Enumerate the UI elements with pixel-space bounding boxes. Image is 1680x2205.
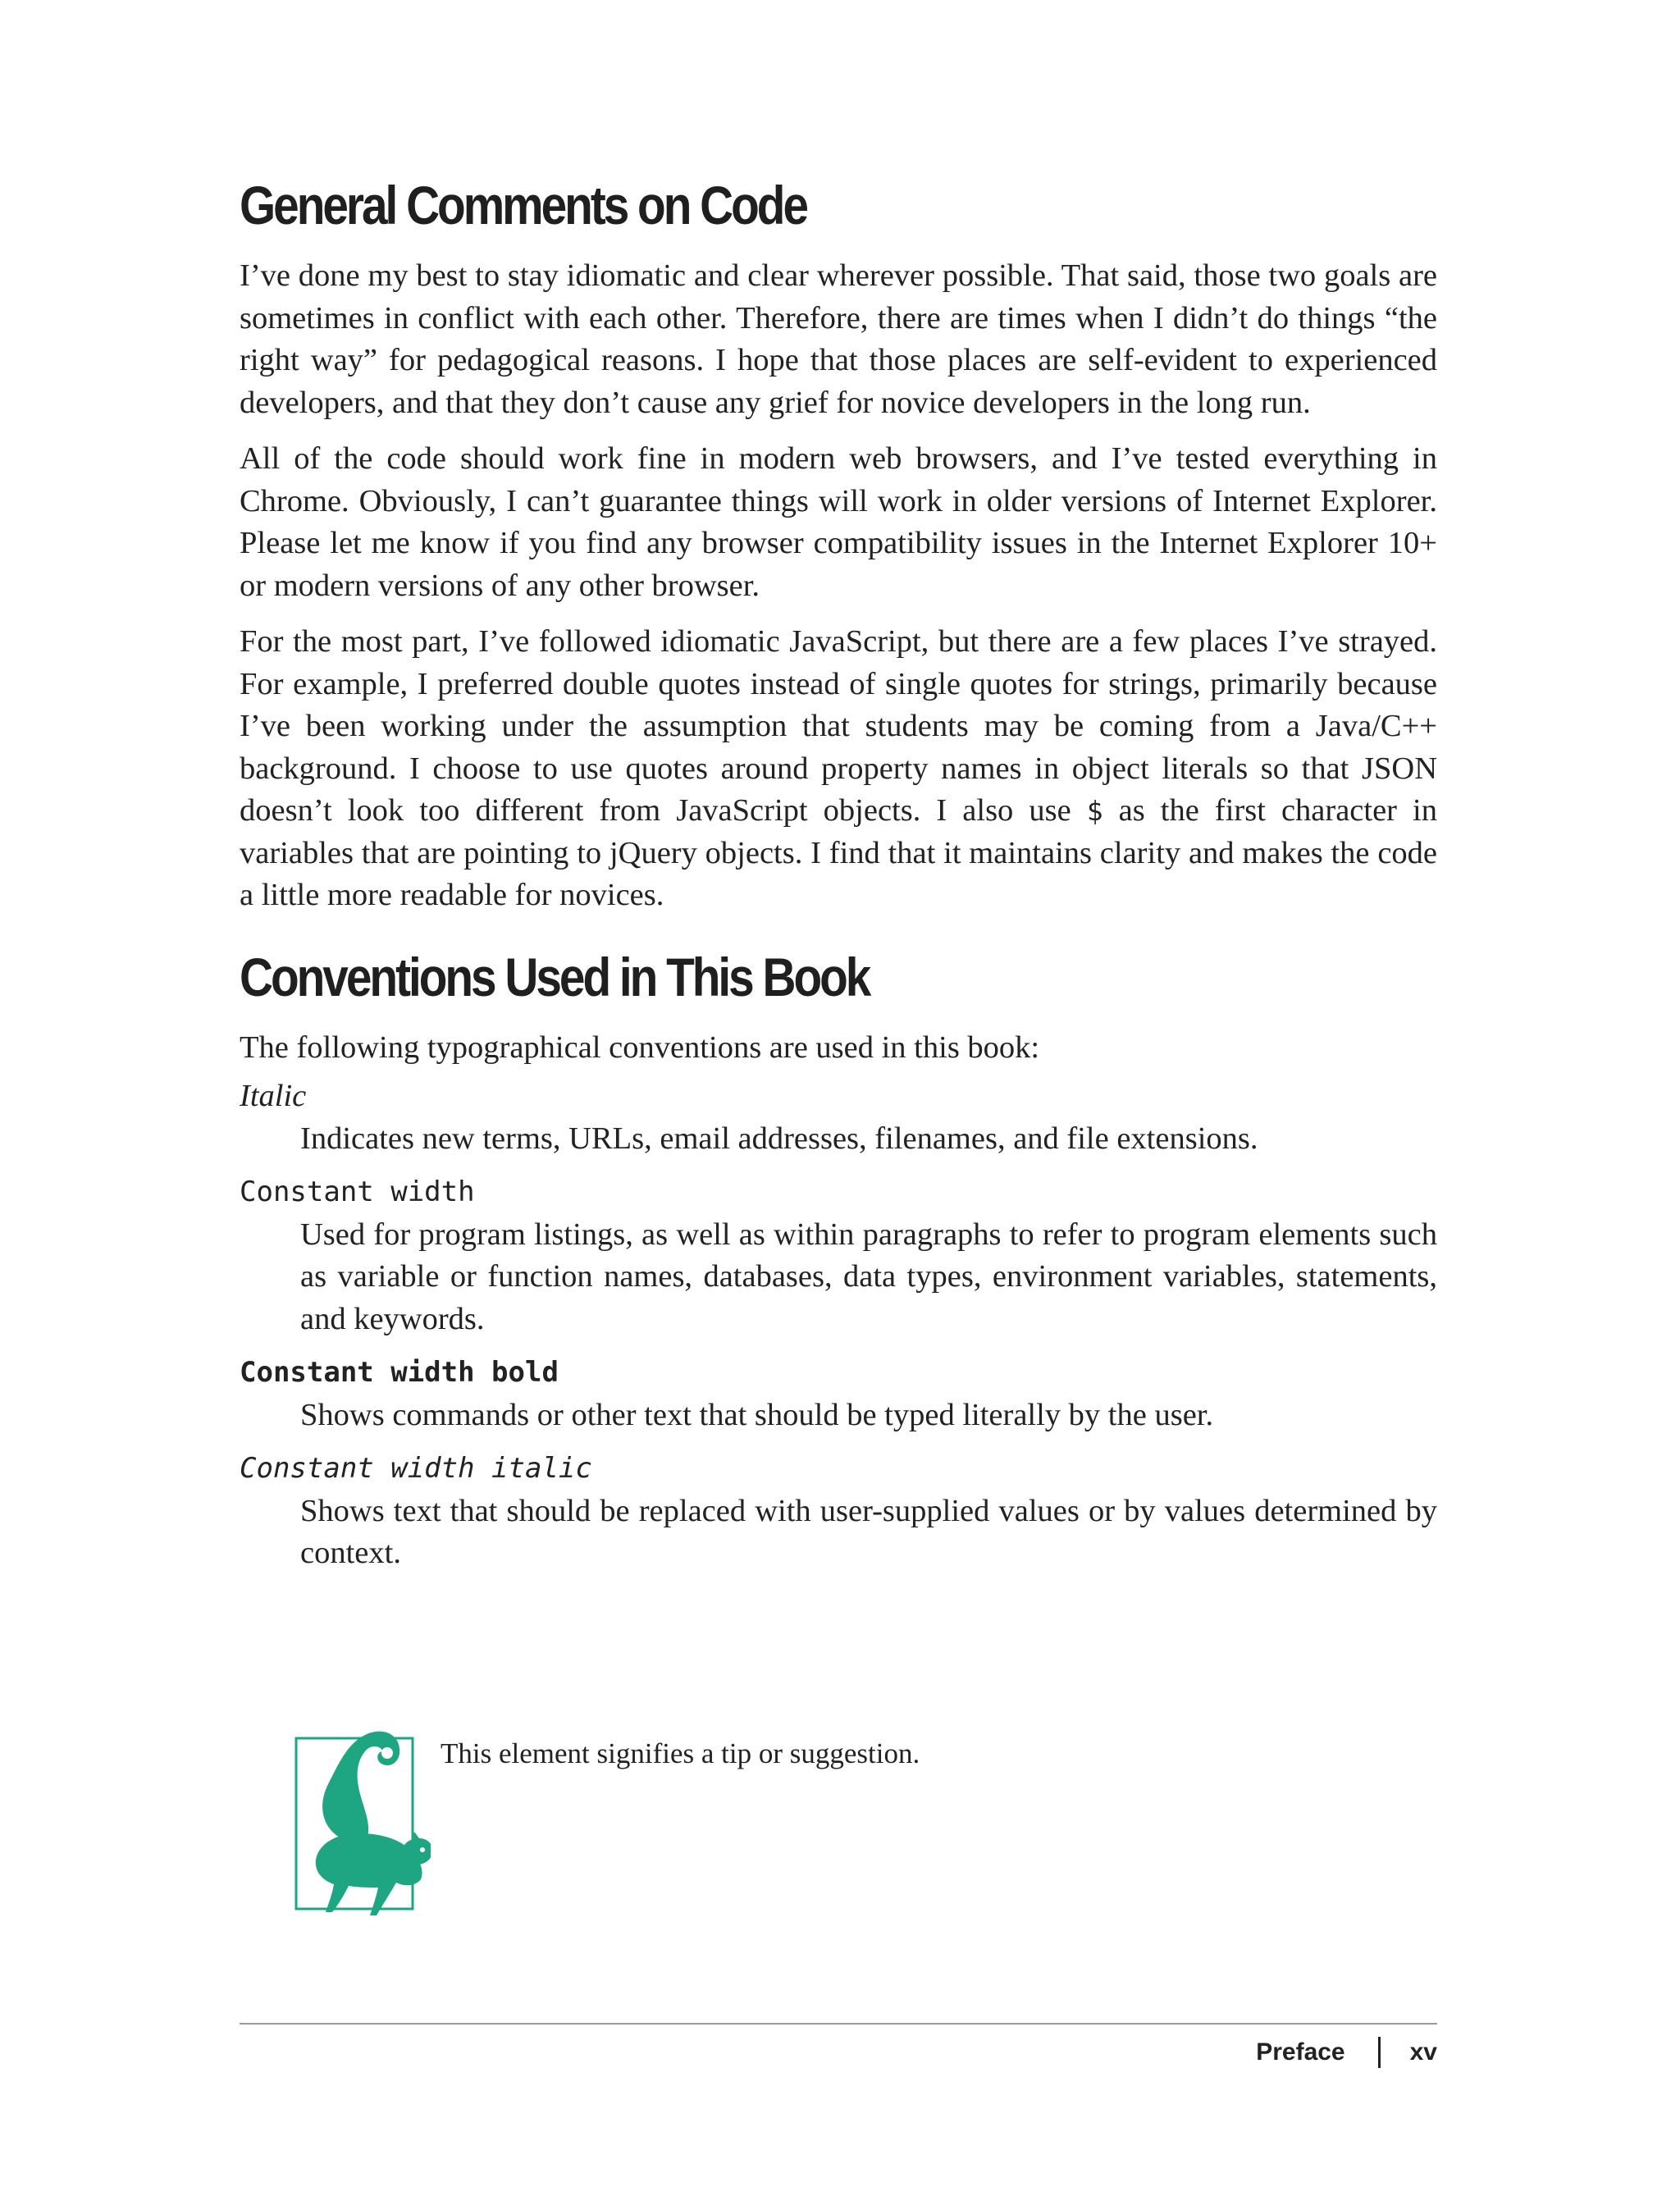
convention-term-italic: Italic (240, 1079, 307, 1113)
convention-definition-constant-width-italic: Shows text that should be replaced with user-supplied values or by values determined by context. (300, 1493, 1437, 1570)
inline-code-dollar: $ (1086, 795, 1103, 827)
footer-section-name: Preface (1256, 2038, 1345, 2066)
footer-page-number: xv (1409, 2038, 1437, 2066)
page-body (240, 168, 1437, 1582)
footer-divider (240, 2023, 1437, 2025)
paragraph-3-text-a: For the most part, I’ve followed idiomatic JavaScript, but there are a few places I’ve strayed. For example, I preferred double quotes instead of single quotes for strings, primarily because I’ve been working under the assumption that students may be coming from a Java/C++ background. I choose to use quotes around property names in object literals so that JSON doesn’t look too different from JavaScript objects. I also use (240, 624, 1437, 828)
page-footer (1256, 2036, 1437, 2069)
tip-text: This element signifies a tip or suggestion. (441, 1737, 920, 1769)
footer-separator (1378, 2037, 1381, 2068)
tip-box (291, 1719, 1440, 1924)
convention-definition-constant-width: Used for program listings, as well as within paragraphs to refer to program elements such as variable or function names, databases, data types, environment variables, statements, and keywords. (300, 1217, 1437, 1336)
convention-term-constant-width-bold: Constant width bold (240, 1356, 559, 1389)
convention-definition-italic: Indicates new terms, URLs, email addresses, filenames, and file extensions. (300, 1121, 1258, 1156)
convention-term-constant-width-italic: Constant width italic (240, 1452, 592, 1485)
conventions-intro: The following typographical conventions are used in this book: (240, 1029, 1040, 1065)
lemur-tip-icon (291, 1719, 431, 1924)
paragraph-3-text-b: as the first character in variables that are pointing to jQuery objects. I find that it maintains clarity and makes the code a little more readable for novices. (240, 793, 1437, 912)
paragraph-3 (240, 621, 1437, 917)
convention-definition-constant-width-bold: Shows commands or other text that should be typed literally by the user. (300, 1397, 1214, 1432)
paragraph-2: All of the code should work fine in modern web browsers, and I’ve tested everything in Chrome. Obviously, I can’t guarantee things will work in older versions of Internet Explorer. Please let me know if you find any browser compatibility issues in the Internet Explorer 10+ or modern versions of any other browser. (240, 441, 1437, 603)
paragraph-1: I’ve done my best to stay idiomatic and clear wherever possible. That said, those two goals are sometimes in conflict with each other. Therefore, there are times when I didn’t do things “the right way” for pedagogical reasons. I hope that those places are self-evident to experienced developers, and that they don’t cause any grief for novice developers in the long run. (240, 258, 1437, 420)
section-heading-general-comments: General Comments on Code (240, 175, 807, 235)
section-heading-conventions: Conventions Used in This Book (240, 946, 870, 1007)
convention-term-constant-width: Constant width (240, 1176, 475, 1208)
